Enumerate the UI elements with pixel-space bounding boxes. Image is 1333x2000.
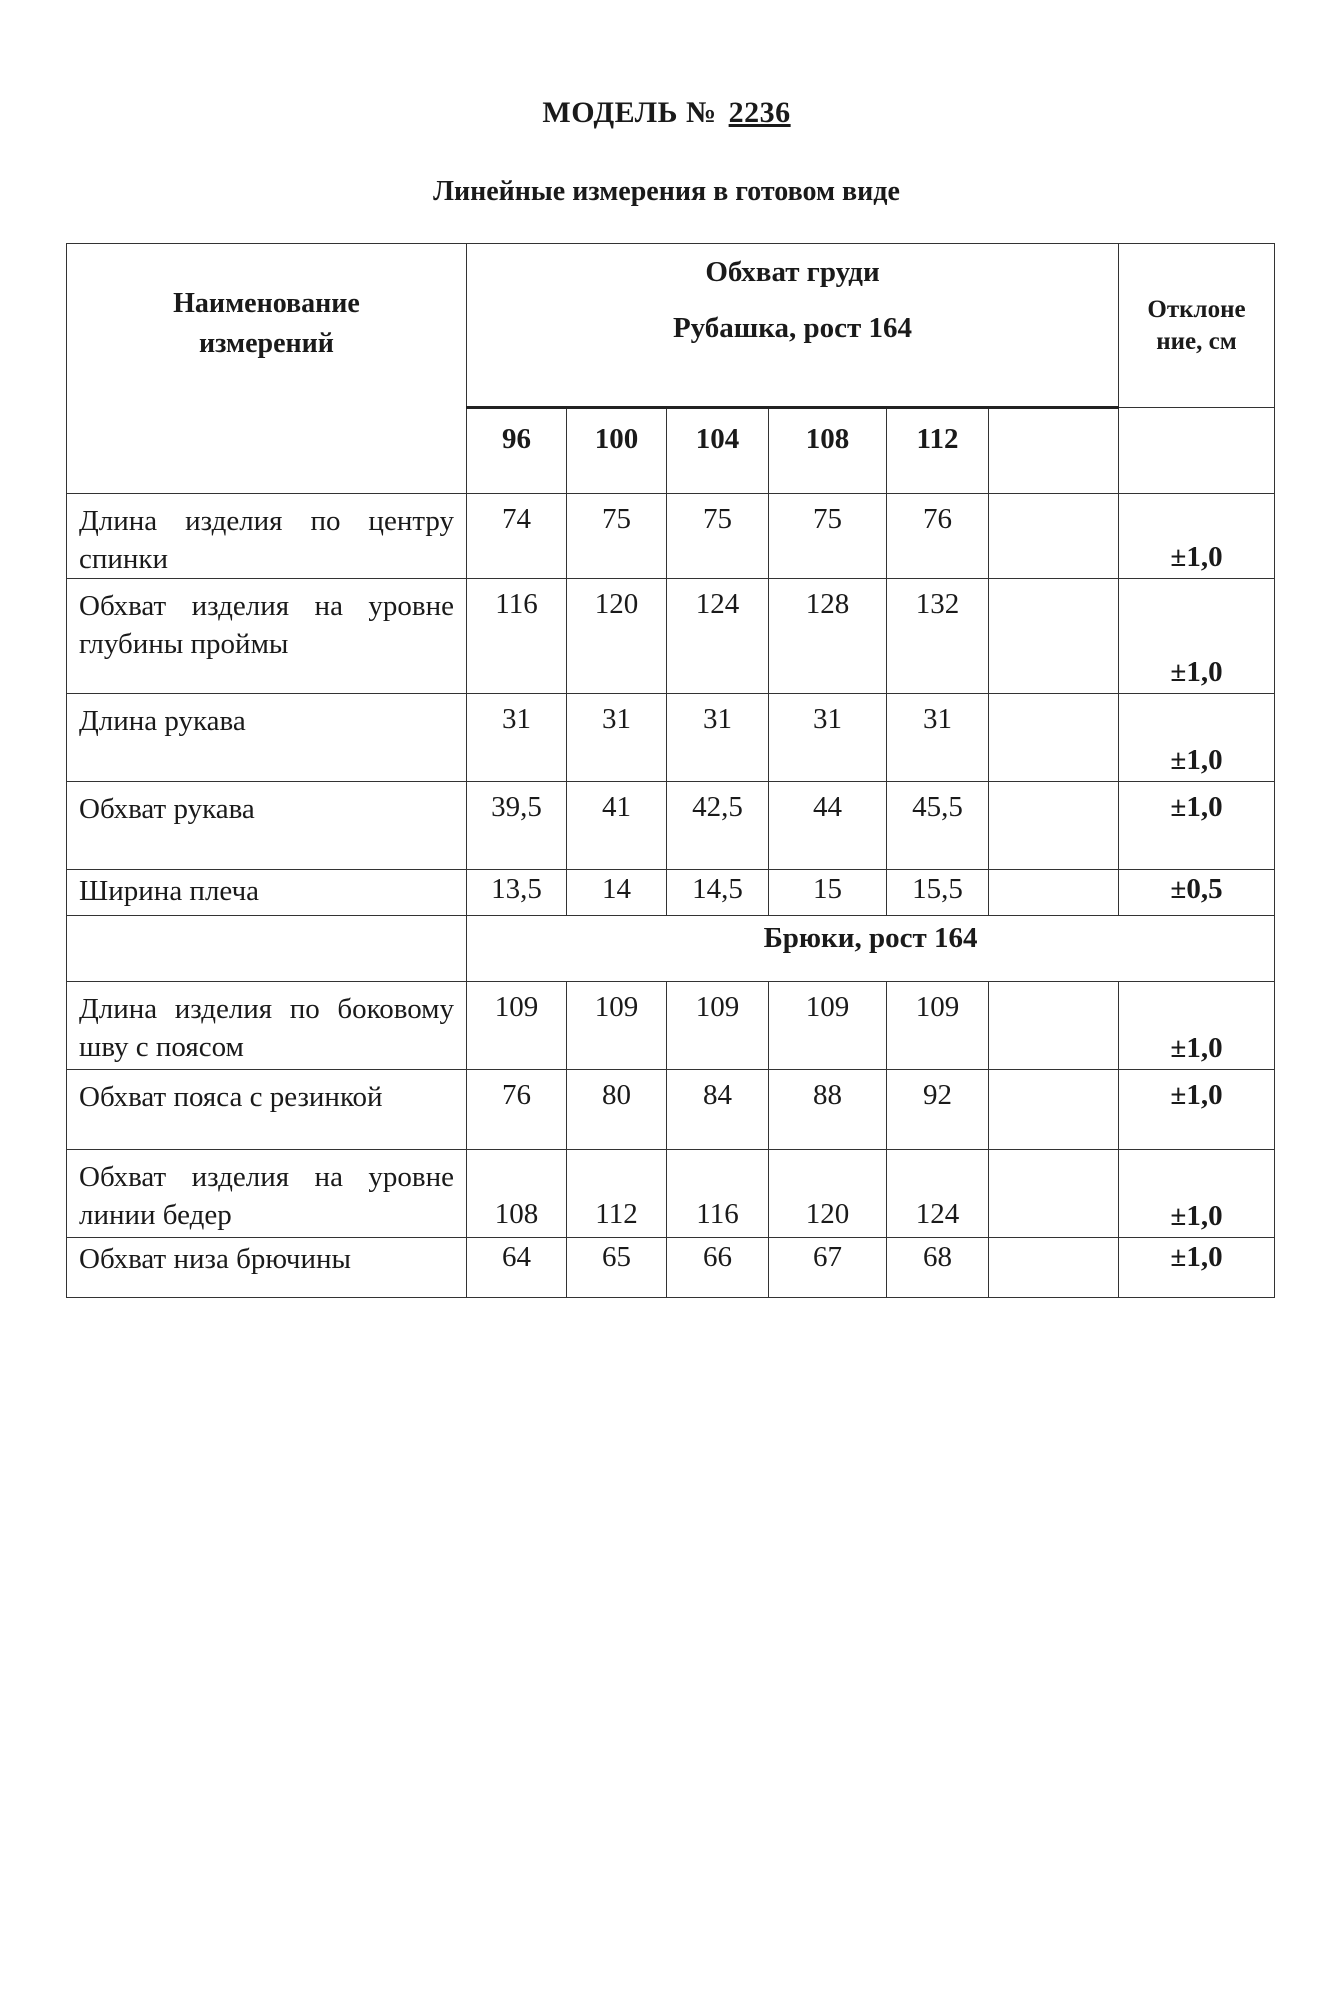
- measurement-name: Обхват рукава: [67, 782, 467, 870]
- measurement-value: 31: [887, 694, 989, 782]
- chest-header-label: Обхват груди: [705, 256, 880, 288]
- measurement-value: 31: [467, 694, 567, 782]
- tolerance-header-line1: Отклоне: [1147, 295, 1246, 323]
- name-header-line1: Наименование: [173, 288, 360, 319]
- empty-cell: [989, 1238, 1119, 1298]
- measurement-value: 45,5: [887, 782, 989, 870]
- tolerance-value: ±0,5: [1119, 870, 1275, 916]
- size-header: 96: [467, 408, 567, 494]
- measurement-value: 75: [667, 494, 769, 579]
- measurement-value: 31: [667, 694, 769, 782]
- table-row: [67, 494, 1275, 579]
- measurement-value: 14: [567, 870, 667, 916]
- measurement-value: 109: [467, 982, 567, 1070]
- measurement-value: 109: [769, 982, 887, 1070]
- empty-tolerance-cell: [1119, 408, 1275, 494]
- measurement-value: 64: [467, 1238, 567, 1298]
- measurement-name: Обхват изделия на уровне глубины проймы: [67, 579, 467, 694]
- shirt-header-label: Рубашка, рост 164: [672, 312, 913, 344]
- size-header: 104: [667, 408, 769, 494]
- empty-cell: [989, 870, 1119, 916]
- measurement-value: 31: [567, 694, 667, 782]
- tolerance-column-header: [1119, 244, 1275, 408]
- measurement-value: 31: [769, 694, 887, 782]
- pants-section-row: [67, 916, 1275, 982]
- pants-header: Брюки, рост 164: [467, 916, 1275, 982]
- tolerance-value: ±1,0: [1119, 782, 1275, 870]
- measurements-table: [66, 243, 1275, 1298]
- measurement-name: Обхват изделия на уровне линии бедер: [67, 1150, 467, 1238]
- measurement-value: 109: [567, 982, 667, 1070]
- measurement-value: 41: [567, 782, 667, 870]
- measurement-value: 39,5: [467, 782, 567, 870]
- empty-cell: [989, 982, 1119, 1070]
- model-title: [0, 96, 1333, 130]
- measurement-value: 65: [567, 1238, 667, 1298]
- measurement-value: 124: [667, 579, 769, 694]
- measurement-value: 88: [769, 1070, 887, 1150]
- measurement-value: 80: [567, 1070, 667, 1150]
- measurement-value: 108: [467, 1150, 567, 1238]
- measurement-value: 120: [769, 1150, 887, 1238]
- empty-cell: [989, 782, 1119, 870]
- table-row: [67, 870, 1275, 916]
- table-row: [67, 694, 1275, 782]
- tolerance-value: ±1,0: [1119, 694, 1275, 782]
- name-column-header: [67, 244, 467, 494]
- measurement-value: 13,5: [467, 870, 567, 916]
- tolerance-value: ±1,0: [1119, 1070, 1275, 1150]
- table-row: [67, 982, 1275, 1070]
- measurement-value: 15,5: [887, 870, 989, 916]
- empty-size-cell: [989, 408, 1119, 494]
- measurement-value: 76: [467, 1070, 567, 1150]
- document-subtitle: Линейные измерения в готовом виде: [433, 176, 900, 207]
- tolerance-value: ±1,0: [1119, 982, 1275, 1070]
- name-header-line2: измерений: [199, 328, 334, 359]
- measurement-value: 124: [887, 1150, 989, 1238]
- measurement-value: 74: [467, 494, 567, 579]
- measurement-name-text: Длина изделия по боковому шву с поясом: [79, 993, 454, 1063]
- empty-cell: [989, 1150, 1119, 1238]
- measurement-value: 14,5: [667, 870, 769, 916]
- tolerance-value: ±1,0: [1119, 579, 1275, 694]
- measurement-value: 92: [887, 1070, 989, 1150]
- table-row: [67, 1150, 1275, 1238]
- measurement-name: [67, 982, 467, 1070]
- measurement-name: Обхват низа брючины: [67, 1238, 467, 1298]
- measurement-value: 75: [567, 494, 667, 579]
- measurement-name: Длина рукава: [67, 694, 467, 782]
- measurement-value: 109: [887, 982, 989, 1070]
- model-number: 2236: [728, 96, 791, 129]
- measurement-value: 67: [769, 1238, 887, 1298]
- measurement-value: 76: [887, 494, 989, 579]
- measurement-name: Ширина плеча: [67, 870, 467, 916]
- table-row: [67, 1238, 1275, 1298]
- measurement-name: Обхват пояса с резинкой: [67, 1070, 467, 1150]
- measurement-value: 116: [667, 1150, 769, 1238]
- measurement-value: 75: [769, 494, 887, 579]
- empty-cell: [67, 916, 467, 982]
- measurement-value: 66: [667, 1238, 769, 1298]
- measurement-value: 15: [769, 870, 887, 916]
- measurement-value: 44: [769, 782, 887, 870]
- tolerance-header-line2: ние, см: [1156, 327, 1237, 355]
- empty-cell: [989, 694, 1119, 782]
- table-row: [67, 579, 1275, 694]
- size-header: 112: [887, 408, 989, 494]
- chest-group-header: [467, 244, 1119, 408]
- measurement-name: Длина изделия по центру спинки: [67, 494, 467, 579]
- measurement-value: 42,5: [667, 782, 769, 870]
- tolerance-value: ±1,0: [1119, 494, 1275, 579]
- model-label: МОДЕЛЬ №: [542, 96, 717, 129]
- measurement-value: 116: [467, 579, 567, 694]
- measurement-value: 109: [667, 982, 769, 1070]
- empty-cell: [989, 1070, 1119, 1150]
- empty-cell: [989, 494, 1119, 579]
- tolerance-value: ±1,0: [1119, 1150, 1275, 1238]
- measurement-value: 120: [567, 579, 667, 694]
- measurement-value: 68: [887, 1238, 989, 1298]
- measurement-value: 132: [887, 579, 989, 694]
- measurement-value: 112: [567, 1150, 667, 1238]
- table-row: [67, 782, 1275, 870]
- size-header: 108: [769, 408, 887, 494]
- tolerance-value: ±1,0: [1119, 1238, 1275, 1298]
- size-header: 100: [567, 408, 667, 494]
- measurement-value: 128: [769, 579, 887, 694]
- measurement-value: 84: [667, 1070, 769, 1150]
- empty-cell: [989, 579, 1119, 694]
- table-row: [67, 1070, 1275, 1150]
